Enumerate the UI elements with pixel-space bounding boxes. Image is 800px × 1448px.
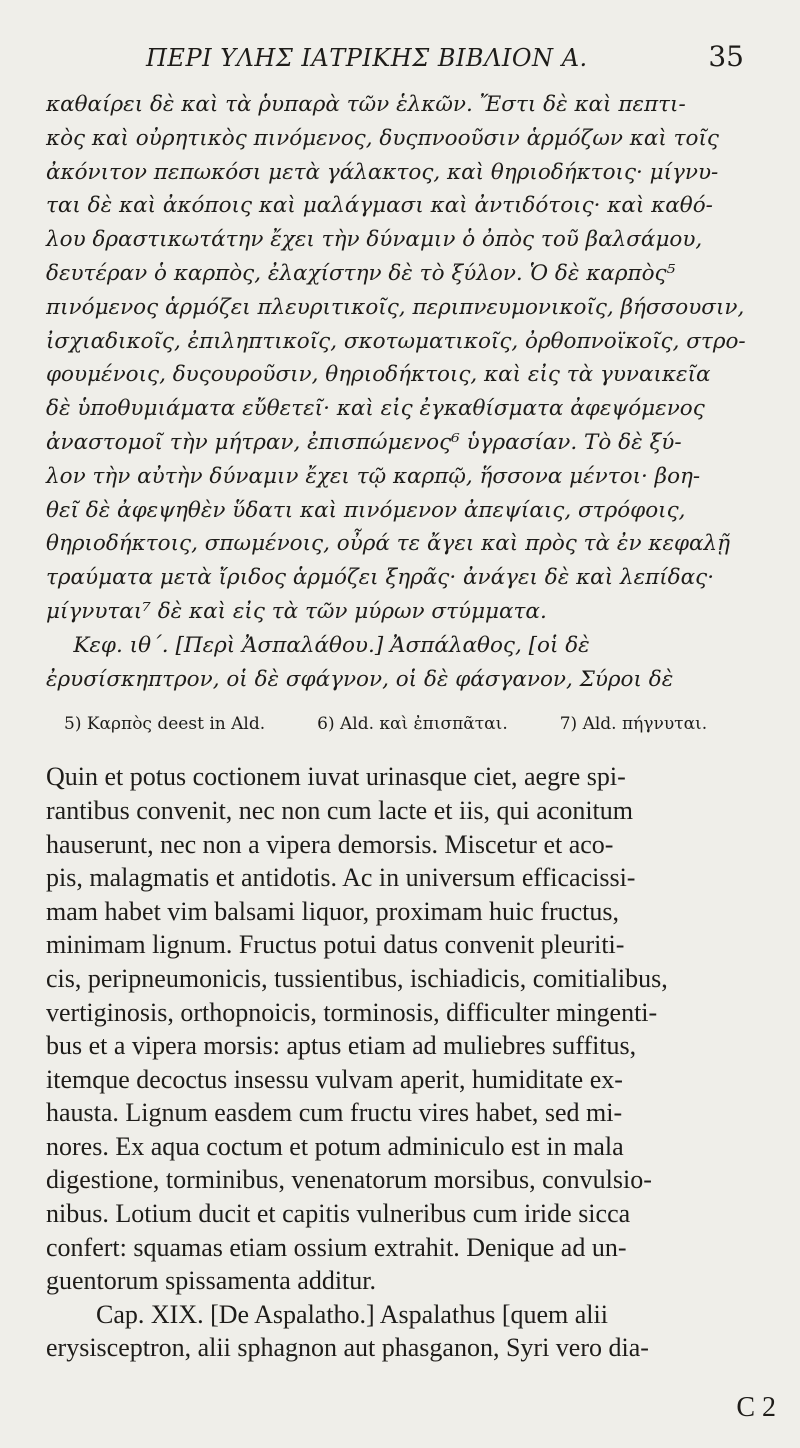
greek-line: θεῖ δὲ ἀφεψηθὲν ὕδατι καὶ πινόμενον ἀπεψίαις, στρόφοις, xyxy=(46,497,686,523)
latin-line: bus et a vipera morsis: aptus etiam ad muliebres suffitus, xyxy=(46,1031,637,1061)
greek-line: ἀκόνιτον πεπωκόσι μετὰ γάλακτος, καὶ θηριοδήκτοις· μίγνυ- xyxy=(46,159,719,185)
greek-line: καθαίρει δὲ καὶ τὰ ῥυπαρὰ τῶν ἑλκῶν. Ἔστι δὲ καὶ πεπτι- xyxy=(46,92,686,117)
footnote: 5) Καρπὸς deest in Ald. xyxy=(64,714,266,735)
book-page xyxy=(46,30,746,1365)
signature-mark: C 2 xyxy=(736,1392,776,1423)
greek-line: τραύματα μετὰ ἴριδος ἁρμόζει ξηρᾶς· ἀνάγει δὲ καὶ λεπίδας· xyxy=(46,565,715,591)
greek-line: ἀναστομοῖ τὴν μήτραν, ἐπισπώμενος⁶ ὑγρασίαν. Τὸ δὲ ξύ- xyxy=(46,429,682,455)
greek-line: λον τὴν αὐτὴν δύναμιν ἔχει τῷ καρπῷ, ἥσσονα μέντοι· βοη- xyxy=(46,463,701,489)
latin-line: nores. Ex aqua coctum et potum adminiculo est in mala xyxy=(46,1131,624,1161)
latin-line: vertiginosis, orthopnoicis, torminosis, difficulter mingenti- xyxy=(46,997,658,1027)
greek-line: λου δραστικωτάτην ἔχει τὴν δύναμιν ὁ ὀπὸς τοῦ βαλσάμου, xyxy=(46,227,703,253)
greek-line: ἰσχιαδικοῖς, ἐπιληπτικοῖς, σκοτωματικοῖς, ὀρθοπνοϊκοῖς, στρο- xyxy=(46,328,746,354)
running-head xyxy=(46,30,746,78)
greek-line: φουμένοις, δυςουροῦσιν, θηριοδήκτοις, καὶ εἰς τὰ γυναικεῖα xyxy=(46,362,711,388)
greek-line: κὸς καὶ οὐρητικὸς πινόμενος, δυςπνοοῦσιν ἁρμόζων καὶ τοῖς xyxy=(46,125,719,151)
footnote: 6) Ald. καὶ ἐπισπᾶται. xyxy=(317,714,508,735)
greek-line: δευτέραν ὁ καρπὸς, ἐλαχίστην δὲ τὸ ξύλον. Ὁ δὲ καρπὸς⁵ xyxy=(46,260,676,286)
greek-line: ται δὲ καὶ ἀκόποις καὶ μαλάγμασι καὶ ἀντιδότοις· καὶ καθό- xyxy=(46,193,713,219)
latin-line: Quin et potus coctionem iuvat urinasque ciet, aegre spi- xyxy=(46,762,626,792)
latin-line: cis, peripneumonicis, tussientibus, ischiadicis, comitialibus, xyxy=(46,963,668,993)
latin-line: hauserunt, nec non a vipera demorsis. Miscetur et aco- xyxy=(46,829,614,859)
greek-line: δὲ ὑποθυμιάματα εὔθετεῖ· καὶ εἰς ἐγκαθίσματα ἀφεψόμενος xyxy=(46,396,705,422)
latin-line: guentorum spissamenta additur. xyxy=(46,1266,377,1296)
latin-line: pis, malagmatis et antidotis. Ac in universum efficacissi- xyxy=(46,863,636,893)
latin-text-block xyxy=(46,760,746,1365)
greek-line: πινόμενος ἁρμόζει πλευριτικοῖς, περιπνευμονικοῖς, βήσσουσιν, xyxy=(46,294,745,320)
greek-line: ἐρυσίσκηπτρον, οἱ δὲ σφάγνον, οἱ δὲ φάσγανον, Σύροι δὲ xyxy=(46,666,674,692)
latin-line: rantibus convenit, nec non cum lacte et iis, qui aconitum xyxy=(46,795,634,825)
latin-line: minimam lignum. Fructus potui datus convenit pleuriti- xyxy=(46,930,625,960)
greek-line: Κεφ. ιθ΄. [Περὶ Ἀσπαλάθου.] Ἀσπάλαθος, [οἱ δὲ xyxy=(46,632,590,658)
latin-line: nibus. Lotium ducit et capitis vulneribus cum iride sicca xyxy=(46,1199,631,1229)
page-number: 35 xyxy=(708,40,744,73)
latin-line: confert: squamas etiam ossium extrahit. Denique ad un- xyxy=(46,1232,627,1262)
latin-line: erysisceptron, alii sphagnon aut phasganon, Syri vero dia- xyxy=(46,1333,649,1363)
footnote: 7) Ald. πήγνυται. xyxy=(559,714,708,735)
latin-line: itemque decoctus insessu vulvam aperit, humiditate ex- xyxy=(46,1064,623,1094)
latin-line: digestione, torminibus, venenatorum morsibus, convulsio- xyxy=(46,1165,652,1195)
greek-text-block xyxy=(46,88,746,696)
footnotes xyxy=(46,714,746,734)
latin-line: hausta. Lignum easdem cum fructu vires habet, sed mi- xyxy=(46,1098,623,1128)
latin-line: mam habet vim balsami liquor, proximam huic fructus, xyxy=(46,896,620,926)
latin-chapter-heading-line: Cap. XIX. [De Aspalatho.] Aspalathus [quem alii xyxy=(96,1299,608,1329)
running-title: ΠΕΡΙ ΥΛΗΣ ΙΑΤΡΙΚΗΣ ΒΙΒΛΙΟΝ Α. xyxy=(146,44,588,72)
greek-line: θηριοδήκτοις, σπωμένοις, οὖρά τε ἄγει καὶ πρὸς τὰ ἐν κεφαλῇ xyxy=(46,531,731,557)
greek-line: μίγνυται⁷ δὲ καὶ εἰς τὰ τῶν μύρων στύμματα. xyxy=(46,598,547,624)
